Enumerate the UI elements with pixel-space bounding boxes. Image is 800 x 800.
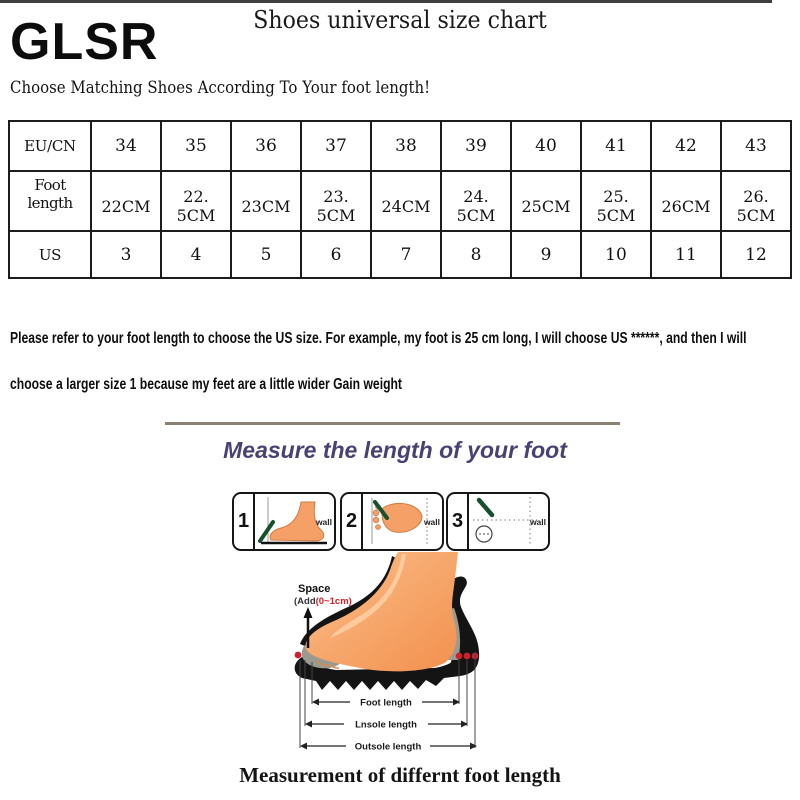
svg-text:(Add(0~1cm) [294, 596, 352, 607]
table-cell: 24. 5CM [441, 171, 511, 231]
row-label: Foot length [9, 171, 91, 231]
table-cell: 3 [91, 231, 161, 278]
measure-step-3 [446, 492, 550, 551]
arrowhead [312, 699, 319, 706]
table-cell: 23. 5CM [301, 171, 371, 231]
section-divider [165, 422, 620, 425]
table-cell: 6 [301, 231, 371, 278]
table-cell: 42 [651, 121, 721, 171]
table-row-foot-length [9, 171, 791, 231]
measure-section-heading: Measure the length of your foot [223, 437, 567, 463]
table-cell: 10 [581, 231, 651, 278]
space-arrowhead [304, 607, 313, 618]
row-label: US [9, 231, 91, 278]
note-line-1: Please refer to your foot length to choose the US size. For example, my foot is 25 cm long, I will choose US ******, and then I will [10, 330, 747, 347]
table-cell: 8 [441, 231, 511, 278]
table-cell: 35 [161, 121, 231, 171]
table-cell: 23CM [231, 171, 301, 231]
arrowhead [305, 721, 312, 728]
size-table [8, 120, 792, 279]
step-number: 1 [234, 494, 255, 549]
table-cell: 43 [721, 121, 791, 171]
table-cell: 25CM [511, 171, 581, 231]
table-cell: 26CM [651, 171, 721, 231]
table-cell: 22CM [91, 171, 161, 231]
table-cell: 40 [511, 121, 581, 171]
table-cell: 36 [231, 121, 301, 171]
foot-shape [306, 552, 458, 671]
subtitle: Choose Matching Shoes According To Your foot length! [10, 78, 431, 98]
wall-label: wall [529, 516, 546, 527]
table-cell: 4 [161, 231, 231, 278]
foot-length-label: Foot length [360, 697, 412, 709]
heel-marker-dot [464, 653, 471, 660]
outsole-length-label: Outsole length [354, 741, 422, 752]
step-number: 2 [342, 494, 363, 549]
page-title: Shoes universal size chart [253, 6, 547, 34]
space-note-value: (0~1cm) [315, 596, 352, 607]
arrowhead [470, 743, 477, 750]
table-cell: 22. 5CM [161, 171, 231, 231]
table-cell: 5 [231, 231, 301, 278]
table-cell: 9 [511, 231, 581, 278]
table-cell: 12 [721, 231, 791, 278]
row-label: EU/CN [9, 121, 91, 171]
space-note-prefix: (Add [294, 596, 316, 607]
table-cell: 25. 5CM [581, 171, 651, 231]
brand-logo: GLSR [10, 13, 159, 71]
arrowhead [300, 743, 307, 750]
table-cell: 34 [91, 121, 161, 171]
insole-length-label: Lnsole length [355, 719, 417, 731]
measure-step-1 [232, 492, 336, 551]
table-cell: 41 [581, 121, 651, 171]
diagram-caption: Measurement of differnt foot length [239, 763, 561, 787]
table-cell: 7 [371, 231, 441, 278]
note-line-2: choose a larger size 1 because my feet are a little wider Gain weight [10, 376, 402, 393]
table-row-us [9, 231, 791, 278]
measure-step-2 [340, 492, 444, 551]
toe-marker-dot [295, 652, 302, 659]
size-advice-note [10, 316, 797, 408]
space-label: Space [298, 583, 331, 595]
wall-label: wall [423, 516, 440, 527]
table-row-eu-cn [9, 121, 791, 171]
foot-measure-illustration [288, 552, 498, 752]
table-cell: 26. 5CM [721, 171, 791, 231]
table-cell: 11 [651, 231, 721, 278]
heel-marker-dot [456, 653, 463, 660]
top-border-strip [0, 0, 772, 3]
table-cell: 37 [301, 121, 371, 171]
step-number: 3 [448, 494, 469, 549]
table-cell: 38 [371, 121, 441, 171]
wall-label: wall [315, 516, 332, 527]
table-cell: 24CM [371, 171, 441, 231]
table-cell: 39 [441, 121, 511, 171]
